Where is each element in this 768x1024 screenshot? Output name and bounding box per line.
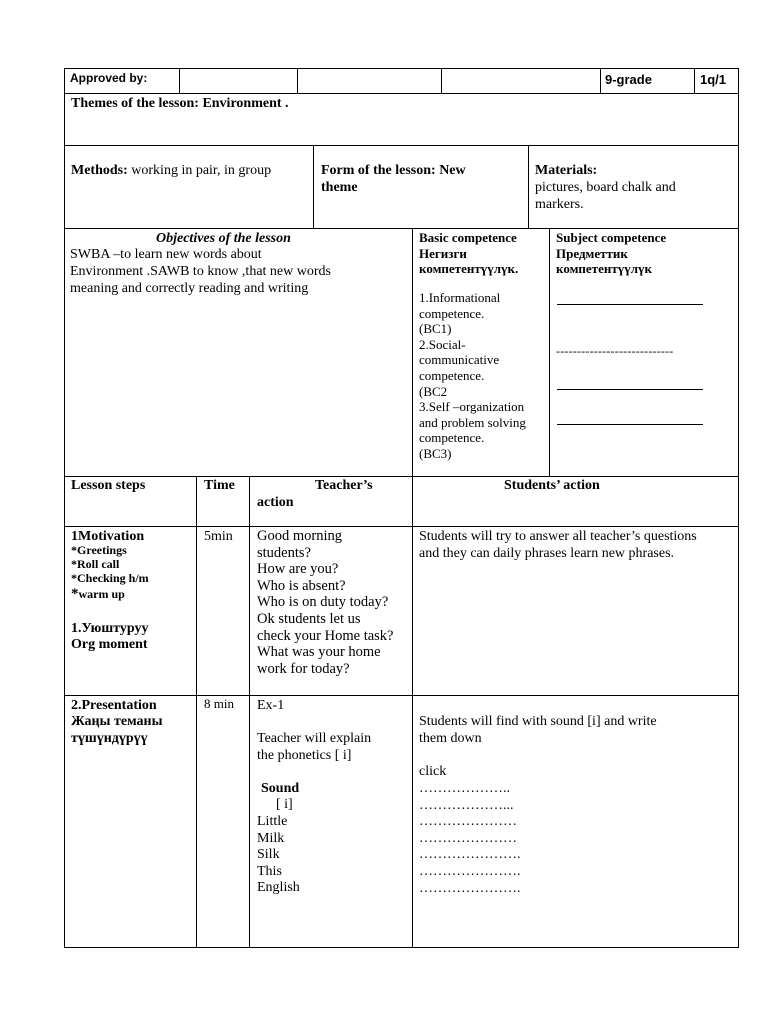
teacher-line: Who is absent? (257, 577, 346, 594)
teacher-line: work for today? (257, 660, 350, 677)
word-item: Milk (257, 830, 285, 846)
time-header: Time (204, 478, 235, 493)
blank-dots: …………………. (419, 880, 521, 896)
warm-up-label: warm up (78, 587, 125, 601)
objectives-line-1: SWBA –to learn new words about (70, 247, 262, 262)
motivation-students-action (419, 528, 697, 561)
org-moment-en: Org moment (71, 637, 148, 652)
presentation-row (64, 695, 739, 948)
presentation-title: 2.Presentation (71, 698, 157, 713)
basic-competence-title-line: Негизги (419, 245, 467, 261)
theme-value: Environment . (202, 96, 289, 111)
competence-item: 3.Self –organization (419, 399, 525, 415)
materials-divider (528, 145, 529, 229)
blank-dots: ………………… (419, 830, 517, 846)
competence-item: (BC1) (419, 321, 452, 337)
grade-label: 9-grade (605, 72, 652, 87)
header-divider (694, 68, 695, 94)
warm-up-item (71, 586, 125, 603)
objectives-title: Objectives of the lesson (156, 231, 291, 246)
teacher-header-line-1: Teacher’s (315, 478, 373, 493)
motivation-time: 5min (204, 529, 233, 544)
teacher-line: Who is on duty today? (257, 594, 389, 611)
competence-item: 1.Informational (419, 290, 501, 305)
theme-label-text: Themes of the lesson: (71, 96, 199, 111)
competence-item: 2.Social- (419, 336, 466, 352)
presentation-students-2: them down (419, 731, 482, 746)
teacher-header-line-2: action (257, 495, 294, 510)
presentation-time: 8 min (204, 696, 234, 711)
explain-line-1: Teacher will explain (257, 731, 372, 746)
basic-competence-list (419, 290, 526, 462)
motivation-subitem: *Greetings (71, 543, 127, 557)
blank-dots: ……………….. (419, 781, 510, 796)
header-divider (297, 68, 298, 94)
students-line: Students will try to answer all teacher’s questions (419, 529, 697, 544)
teacher-line: What was your home (257, 644, 381, 661)
blank-dots: …………………. (419, 863, 521, 879)
materials-line-1: pictures, board chalk and (535, 180, 676, 195)
blank-dashed-line: ---------------------------- (556, 344, 674, 358)
subject-competence-title-line: Предметтик (556, 245, 628, 261)
presentation-ky-1: Жаңы теманы (71, 714, 163, 729)
materials-line-2: markers. (535, 197, 584, 212)
org-moment-ky: 1.Уюштуруу (71, 621, 149, 636)
blank-dots: ………………... (419, 797, 514, 813)
blank-dots: …………………. (419, 847, 521, 863)
word-list (257, 813, 300, 896)
header-divider (600, 68, 601, 94)
word-item: English (257, 880, 300, 896)
basic-competence-title (419, 230, 518, 277)
methods-value: working in pair, in group (131, 163, 272, 178)
click-word: click (419, 764, 447, 779)
blank-dots: ………………… (419, 814, 517, 830)
steps-header-row (64, 476, 739, 527)
subject-competence-title-line: компетентүүлүк (556, 261, 653, 277)
motivation-subitem: *Checking h/m (71, 570, 149, 585)
methods-cell (71, 162, 271, 179)
objectives-divider (412, 228, 413, 477)
teacher-line: students? (257, 544, 311, 561)
theme-label (71, 95, 289, 112)
header-divider (441, 68, 442, 94)
subject-competence-title (556, 230, 666, 277)
competence-item: (BC2 (419, 383, 448, 399)
subject-competence-title-line: Subject competence (556, 230, 667, 245)
competence-item: competence. (419, 305, 485, 321)
students-line: and they can daily phrases learn new phrases. (419, 545, 675, 561)
approved-label: Approved by: (70, 71, 148, 85)
students-header: Students’ action (504, 478, 600, 493)
motivation-subitem: *Roll call (71, 556, 120, 571)
warm-up-star: * (71, 586, 79, 602)
lesson-steps-header: Lesson steps (71, 478, 146, 493)
methods-label: Methods: (71, 163, 128, 178)
word-item: Little (257, 814, 288, 829)
explain-line-2: the phonetics [ i] (257, 748, 352, 763)
sound-label: Sound (261, 781, 300, 796)
word-item: This (257, 863, 282, 879)
competence-item: communicative (419, 352, 500, 368)
competence-divider (549, 228, 550, 477)
lesson-code: 1q/1 (700, 72, 727, 87)
word-item: Silk (257, 847, 280, 863)
header-divider (179, 68, 180, 94)
objectives-line-3: meaning and correctly reading and writing (70, 281, 309, 296)
materials-label: Materials: (535, 163, 598, 178)
presentation-ky-2: түшүндүрүү (71, 731, 148, 746)
teacher-line: Ok students let us (257, 610, 361, 627)
teacher-line: How are you? (257, 561, 339, 578)
objectives-line-2: Environment .SAWB to know ,that new words (70, 264, 331, 279)
motivation-teacher-action (257, 528, 394, 677)
basic-competence-title-line: компетентүүлүк. (419, 261, 519, 277)
exercise-label: Ex-1 (257, 698, 285, 713)
basic-competence-title-line: Basic competence (419, 230, 517, 245)
teacher-line: check your Home task? (257, 627, 394, 644)
motivation-subitems (71, 544, 149, 585)
blank-line (557, 389, 703, 390)
teacher-line: Good morning (257, 528, 342, 544)
competence-item: and problem solving (419, 414, 526, 430)
motivation-title: 1Motivation (71, 529, 145, 544)
presentation-students-1: Students will find with sound [i] and write (419, 714, 657, 729)
blank-line (557, 424, 703, 425)
sound-symbol: [ i] (276, 797, 293, 812)
competence-item: competence. (419, 367, 485, 383)
methods-divider (313, 145, 314, 229)
blank-line (557, 304, 703, 305)
dots-list (419, 780, 521, 896)
form-line-2: theme (321, 180, 358, 195)
form-line-1: Form of the lesson: New (321, 163, 466, 178)
competence-item: competence. (419, 430, 485, 446)
competence-item: (BC3) (419, 445, 452, 461)
